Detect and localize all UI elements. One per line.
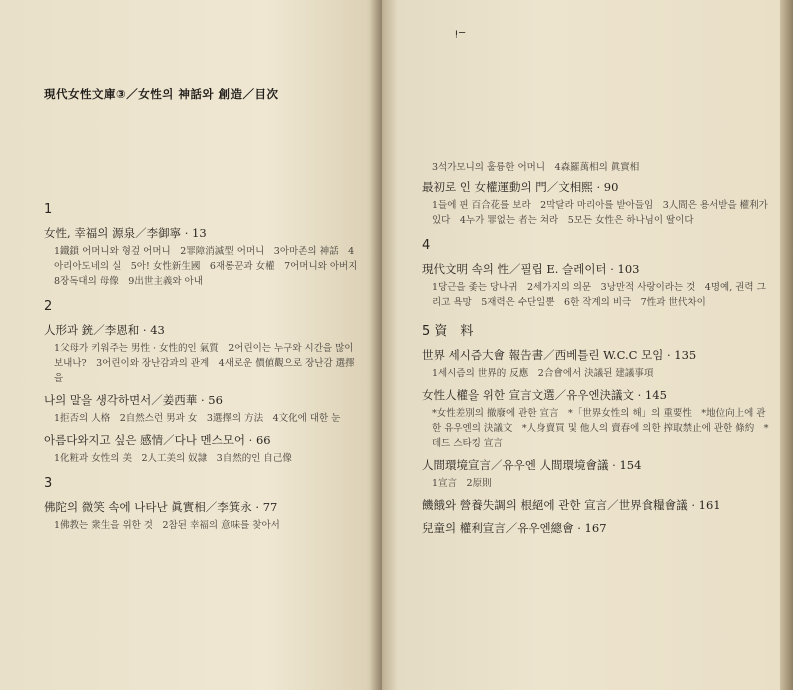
toc-entry: [44, 432, 360, 466]
section-label: 5 資 料: [422, 324, 474, 339]
toc-entry: [422, 387, 770, 451]
entry-subtopics: 1당근을 좇는 당나귀 2세가지의 의문 3낭만적 사랑이라는 것 4명예, 권력 그리고 욕망 5재력은 수단일뿐 6한 작계의 비극 7性과 世代차이: [432, 282, 766, 308]
section-1: [44, 202, 367, 289]
entry-subtopics: 1鐵鎖 어머니와 형겊 어머니 2罪障消滅型 어머니 3아마존의 神話 4아리아도네의 실 5아! 女性新生國 6재롱꾼과 女權 7어머니와 아버지 8장독대의 母像 9出世主義와 아내: [54, 246, 367, 287]
toc-entry: [422, 179, 770, 228]
entry-title[interactable]: 아름다와지고 싶은 感情／다나 멘스모어 · 66: [44, 433, 271, 447]
entry-subtopics: *女性差別의 撤廢에 관한 宣言 *「世界女性의 해」의 重要性 *地位向上에 관한 유우엔의 決議文 *人身賣買 및 他人의 賣春에 의한 搾取禁止에 관한 條約 *데드 스타킹 宣言: [432, 408, 769, 449]
entry-subtopics: 1들에 핀 百合花를 보라 2막달라 마리아를 받아들임 3人間은 용서받을 權利가 있다 4누가 罪없는 者는 쳐라 5모든 女性은 하나님이 딸이다: [432, 200, 768, 226]
entry-title[interactable]: 世界 세시즘大會 報告書／西베틀린 W.C.C 모임 · 135: [422, 348, 697, 362]
toc-entry: [44, 499, 360, 533]
book-edge: [780, 0, 793, 690]
section-3: [44, 476, 360, 533]
entry-subtopics: 1化粧과 女性의 美 2人工美의 奴隷 3自然的인 自己像: [54, 453, 292, 464]
entry-subtopics: 1拒否의 人格 2自然스런 男과 女 3選擇의 方法 4文化에 대한 눈: [54, 413, 341, 424]
page-header: 現代女性文庫③／女性의 神話와 創造／目次: [44, 87, 279, 101]
entry-subtopics: 1佛教는 衆生을 위한 것 2참된 幸福의 意味를 찾아서: [54, 520, 280, 531]
section-number: 2: [44, 299, 53, 314]
entry-subtopics-continued: 3석가모니의 훌륭한 어머니 4森羅萬相의 眞實相: [432, 162, 640, 173]
right-page: [382, 0, 780, 690]
entry-title[interactable]: 佛陀의 微笑 속에 나타난 眞實相／李箕永 · 77: [44, 500, 278, 514]
section-2: [44, 299, 360, 466]
entry-title[interactable]: 女性人權을 위한 宣言文選／유우엔決議文 · 145: [422, 388, 667, 402]
entry-title[interactable]: 人形과 銃／李恩和 · 43: [44, 323, 165, 337]
section-number: 4: [422, 238, 431, 253]
toc-entry: [422, 261, 770, 310]
section-4: [422, 238, 770, 310]
entry-title[interactable]: 兒童의 權利宣言／유우엔總會 · 167: [422, 521, 607, 535]
entry-title[interactable]: 人間環境宣言／유우엔 人間環境會議 · 154: [422, 458, 642, 472]
section-number: 1: [44, 202, 53, 217]
toc-entry: [44, 392, 360, 426]
entry-title[interactable]: 나의 말을 생각하면서／姜西華 · 56: [44, 393, 223, 407]
handwritten-mark: ᵎ⁻: [455, 26, 467, 45]
entry-title[interactable]: 饑餓와 營養失調의 根絕에 관한 宣言／世界食糧會議 · 161: [422, 498, 721, 512]
toc-entry: [422, 497, 770, 514]
entry-title[interactable]: 最初로 인 女權運動의 門／文相熙 · 90: [422, 180, 619, 194]
toc-entry: [422, 457, 770, 491]
left-page: [0, 0, 382, 690]
toc-entry: [422, 347, 770, 381]
section-number: 3: [44, 476, 53, 491]
section-5: [422, 320, 770, 537]
toc-entry: [44, 225, 367, 289]
entry-subtopics: 1세시즘의 世界的 反應 2合會에서 決議된 建議事項: [432, 368, 654, 379]
toc-entry: [422, 520, 770, 537]
toc-entry: [44, 322, 360, 386]
entry-subtopics: 1宣言 2原則: [432, 478, 492, 489]
entry-title[interactable]: 現代文明 속의 性／필립 E. 슬레이터 · 103: [422, 262, 640, 276]
entry-title[interactable]: 女性, 幸福의 源泉／李御寧 · 13: [44, 226, 207, 240]
entry-subtopics: 1父母가 키워주는 男性 · 女性的인 氣質 2어린이는 누구와 시간을 많이 보내나? 3어린이와 장난감과의 관계 4새로운 價値觀으로 장난감 選擇을: [54, 343, 355, 384]
